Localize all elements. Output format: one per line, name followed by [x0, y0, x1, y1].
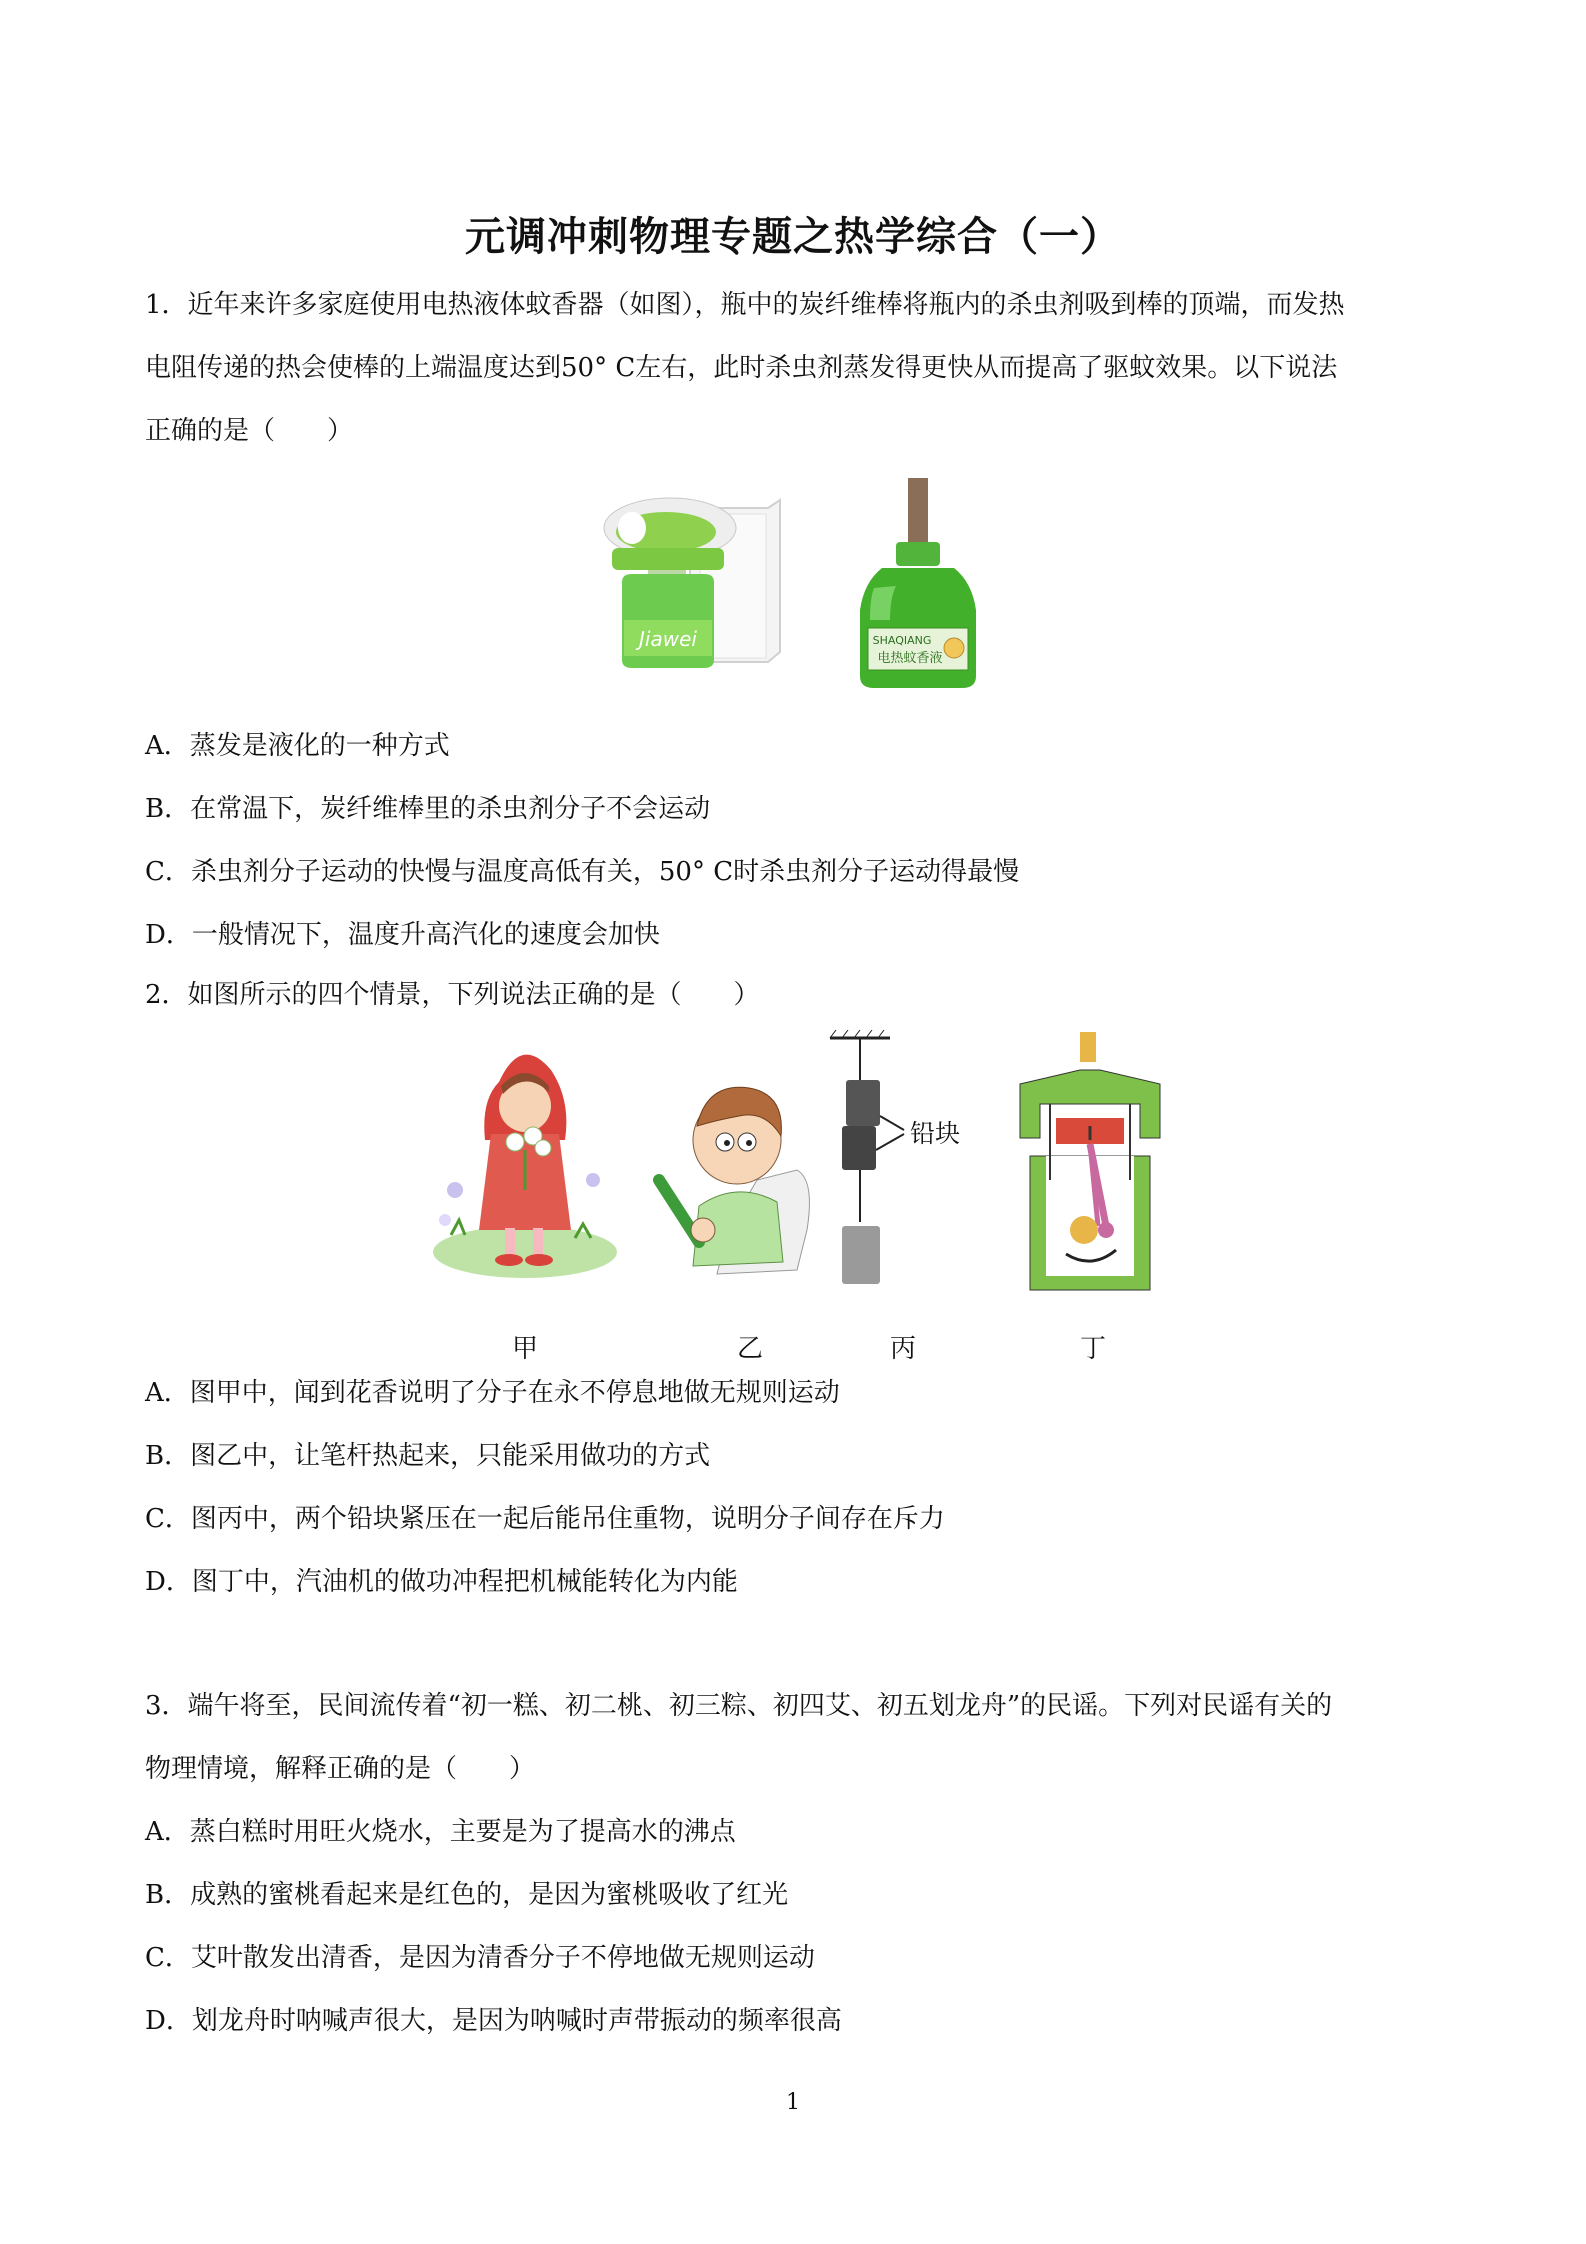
engine-cylinder-diagram [1020, 1032, 1160, 1290]
q1-stem-line-2: 电阻传递的热会使棒的上端温度达到50° C左右，此时杀虫剂蒸发得更快从而提高了驱蚊效果。以下说法 [145, 353, 1338, 383]
lead-block-upper [846, 1080, 880, 1126]
lead-block-label: 铅块 [910, 1119, 961, 1148]
q2-figure [425, 1030, 1185, 1320]
page-title: 元调冲刺物理专题之热学综合（一） [465, 213, 1121, 260]
q2-option-a: A．图甲中，闻到花香说明了分子在永不停息地做无规则运动 [145, 1378, 840, 1408]
q1-option-a: A．蒸发是液化的一种方式 [145, 731, 450, 761]
caption-ding: 丁 [1080, 1334, 1107, 1364]
boy-with-pencil-illustration [659, 1087, 809, 1274]
q1-option-b: B．在常温下，炭纤维棒里的杀虫剂分子不会运动 [145, 794, 711, 824]
q3-option-d: D．划龙舟时呐喊声很大，是因为呐喊时声带振动的频率很高 [145, 2006, 842, 2036]
q1-option-d: D．一般情况下，温度升高汽化的速度会加快 [145, 920, 660, 950]
q2-option-c: C．图丙中，两个铅块紧压在一起后能吊住重物，说明分子间存在斥力 [145, 1504, 945, 1534]
lead-blocks-apparatus [830, 1030, 960, 1284]
q1-figure [590, 470, 1010, 700]
q1-stem-line-3: 正确的是（ ） [145, 416, 354, 446]
q1-stem-line-1: 1．近年来许多家庭使用电热液体蚊香器（如图），瓶中的炭纤维棒将瓶内的杀虫剂吸到棒的顶端，而发热 [145, 290, 1345, 320]
bottle-brand-label: SHAQIANG [872, 634, 932, 647]
q2-stem: 2．如图所示的四个情景，下列说法正确的是（ ） [145, 980, 760, 1010]
q3-option-a: A．蒸白糕时用旺火烧水，主要是为了提高水的沸点 [145, 1817, 736, 1847]
hanging-weight [842, 1226, 880, 1284]
caption-yi: 乙 [737, 1334, 764, 1364]
q3-stem-line-1: 3．端午将至，民间流传着“初一糕、初二桃、初三粽、初四艾、初五划龙舟”的民谣。下列对民谣有关的 [145, 1691, 1333, 1721]
heater-bottle [622, 574, 714, 668]
q2-option-b: B．图乙中，让笔杆热起来，只能采用做功的方式 [145, 1441, 711, 1471]
q3-stem-line-2: 物理情境，解释正确的是（ ） [145, 1754, 536, 1784]
q1-option-c: C．杀虫剂分子运动的快慢与温度高低有关，50° C时杀虫剂分子运动得最慢 [145, 857, 1020, 887]
q2-option-d: D．图丁中，汽油机的做功冲程把机械能转化为内能 [145, 1567, 738, 1597]
girl-with-flowers-illustration [433, 1055, 617, 1278]
bottle-name-label: 电热蚊香液 [877, 651, 943, 666]
page-number: 1 [786, 2090, 800, 2115]
q3-option-b: B．成熟的蜜桃看起来是红色的，是因为蜜桃吸收了红光 [145, 1880, 789, 1910]
heater-device [604, 498, 736, 578]
caption-bing: 丙 [890, 1334, 917, 1364]
caption-jia: 甲 [512, 1334, 539, 1364]
device-label: Jiawei [639, 627, 697, 651]
lead-block-lower [842, 1126, 876, 1170]
q3-option-c: C．艾叶散发出清香，是因为清香分子不停地做无规则运动 [145, 1943, 815, 1973]
refill-bottle [860, 478, 976, 688]
